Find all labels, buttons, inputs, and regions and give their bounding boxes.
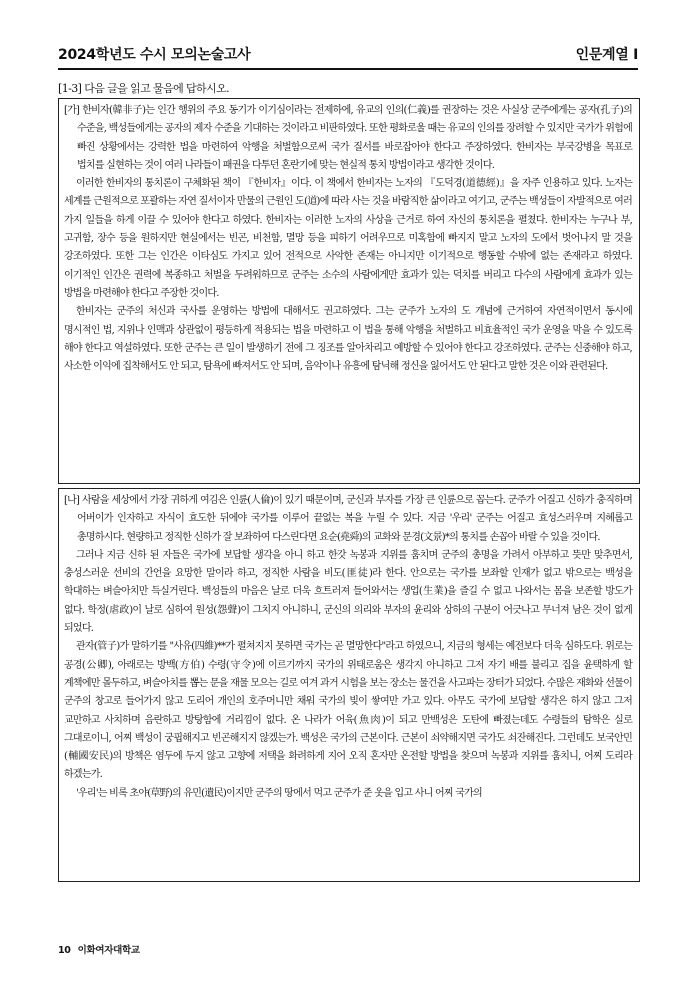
passage-na-paragraph-3: 관자(管子)가 말하기를 "사유(四維)**가 펼쳐지지 못하면 국가는 곧 멸망한다"라고 하였으니, 지금의 형세는 예전보다 더욱 심하도다. 위로는 공경(公卿), 아래로는 방백(方伯) 수령(守令)에 이르기까지 국가의 위태로움은 생각지 아니하고 그저 자기 배를 불리고 집을 윤택하게 할 계책에만 몰두하고, 벼슬아치를 뽑는 문을 재물 모으는 길로 여겨 과거 시험을 보는 장소는 물건을 사고파는 장터가 되었다. 수많은 재화와 선물이 군주의 창고로 들어가지 않고 도리어 개인의 호주머니만 채워 국가의 빚이 쌓여만 가고 있다. 아무도 국가에 보답할 생각은 하지 않고 그저 교만하고 사치하며 음란하고 방탕함에 거리낌이 없다. 온 나라가 어육(魚肉)이 되고 만백성은 도탄에 빠졌는데도 수령들의 탐학은 실로 그대로이니, 어찌 백성이 궁핍해지고 빈곤해지지 않겠는가. 백성은 국가의 근본이다. 근본이 쇠약해지면 국가도 쇠잔해진다. 그런데도 보국안민(輔國安民)의 방책은 염두에 두지 않고 고향에 저택을 화려하게 지어 오직 혼자만 온전할 방법을 찾으며 녹봉과 지위를 훔치니, 어찌 도리라 하겠는가. bbox=[64, 641, 632, 781]
passage-na-paragraph-4: '우리'는 비록 초야(草野)의 유민(遺民)이지만 군주의 땅에서 먹고 군주가 준 옷을 입고 사니 어찌 국가의 bbox=[76, 787, 482, 799]
header-rule bbox=[58, 68, 638, 70]
page-number: 10 bbox=[58, 945, 71, 956]
passage-ga-paragraph-3: 한비자는 군주의 처신과 국사를 운영하는 방법에 대해서도 권고하였다. 그는 군주가 노자의 도 개념에 근거하여 자연적이면서 동시에 명시적인 법, 지위나 인맥과 상관없이 평등하게 적용되는 법을 마련하고 이 법을 통해 악행을 처벌하고 비효율적인 국가 운영을 막을 수 있도록 해야 한다고 역설하였다. 또한 군주는 큰 일이 발생하기 전에 그 징조를 알아차리고 예방할 수 있어야 한다고 강조하였다. 군주는 신중해야 하고, 사소한 이익에 집착해서도 안 되고, 탐욕에 빠져서도 안 되며, 음악이나 유흥에 탐닉해 정신을 잃어서도 안 된다고 말한 것은 이와 관련된다. bbox=[64, 306, 632, 373]
page-header bbox=[58, 44, 638, 66]
page-footer bbox=[58, 942, 140, 956]
passage-ga-paragraph-2: 이러한 한비자의 통치론이 구체화된 책이 『한비자』이다. 이 책에서 한비자는 노자의 『도덕경(道德經)』을 자주 인용하고 있다. 노자는 세계를 근원적으로 포괄하는 자연 질서이자 만물의 근원인 도(道)에 따라 사는 것을 바람직한 삶이라고 여기고, 군주는 백성들이 자발적으로 여러 가지 일들을 하게 이끌 수 있어야 한다고 하였다. 한비자는 이러한 노자의 사상을 근거로 하여 자신의 통치론을 펼쳤다. 한비자는 누구나 부, 고귀함, 장수 등을 원하지만 현실에서는 빈곤, 비천함, 멸망 등을 피하기 어려우므로 미혹함에 빠지지 말고 노자의 도에서 벗어나지 말 것을 강조하였다. 또한 그는 인간은 이타심도 가지고 있어 전적으로 사악한 존재는 아니지만 이기적으로 행동할 수밖에 없는 존재라고 하였다. 이기적인 인간은 권력에 복종하고 처벌을 두려워하므로 군주는 소수의 사람에게만 효과가 있는 덕치를 버리고 다수의 사람에게 효과가 있는 방법을 마련해야 한다고 주장한 것이다. bbox=[64, 178, 632, 299]
question-instruction: [1-3] 다음 글을 읽고 물음에 답하시오. bbox=[58, 82, 230, 95]
passage-ga-box bbox=[58, 98, 640, 484]
exam-title: 2024학년도 수시 모의논술고사 bbox=[58, 47, 251, 63]
university-name: 이화여자대학교 bbox=[77, 945, 140, 956]
passage-ga-paragraph-1: [가] 한비자(韓非子)는 인간 행위의 주요 동기가 이기심이라는 전제하에, 유교의 인의(仁義)를 권장하는 것은 사실상 군주에게는 공자(孔子)의 수준을, 백성들에게는 공자의 제자 수준을 기대하는 것이라고 비판하였다. 또한 평화로울 때는 유교의 인의를 장려할 수 있지만 국가가 위험에 빠진 상황에서는 강력한 법을 마련하여 악행을 처벌함으로써 국가 질서를 바로잡아야 한다고 주장하였다. 한비자는 부국강병을 목표로 법치를 실현하는 것이 여러 나라들이 패권을 다투던 혼란기에 맞는 현실적 통치 방법이라고 생각한 것이다. bbox=[64, 105, 632, 171]
passage-na-paragraph-1: [나] 사람을 세상에서 가장 귀하게 여김은 인륜(人倫)이 있기 때문이며, 군신과 부자를 가장 큰 인륜으로 꼽는다. 군주가 어질고 신하가 충직하며 어버이가 인자하고 자식이 효도한 뒤에야 국가를 이루어 끝없는 복을 누릴 수 있다. 지금 '우리' 군주는 어질고 효성스러우며 지혜롭고 총명하시다. 현량하고 정직한 신하가 잘 보좌하여 다스린다면 요순(堯舜)의 교화와 문경(文景)*의 통치를 손꼽아 바랄 수 있을 것이다. bbox=[64, 495, 632, 543]
exam-section: 인문계열 I bbox=[575, 47, 638, 63]
passage-na-box bbox=[58, 488, 640, 882]
passage-na-paragraph-2: 그러나 지금 신하 된 자들은 국가에 보답할 생각을 아니 하고 한갓 녹봉과 지위를 훔치며 군주의 총명을 가려서 아부하고 뜻만 맞추면서, 충성스러운 선비의 간언을 요망한 말이라 하고, 정직한 사람을 비도(匪徒)라 한다. 안으로는 국가를 보좌할 인재가 없고 밖으로는 백성을 학대하는 벼슬아치만 득실거린다. 백성들의 마음은 날로 더욱 흐트러져 들어와서는 생업(生業)을 즐길 수 없고 나와서는 몸을 보존할 방도가 없다. 학정(虐政)이 날로 심하여 원성(怨聲)이 그치지 아니하니, 군신의 의리와 부자의 윤리와 상하의 구분이 어긋나고 무너져 남은 것이 없게 되었다. bbox=[64, 549, 632, 635]
